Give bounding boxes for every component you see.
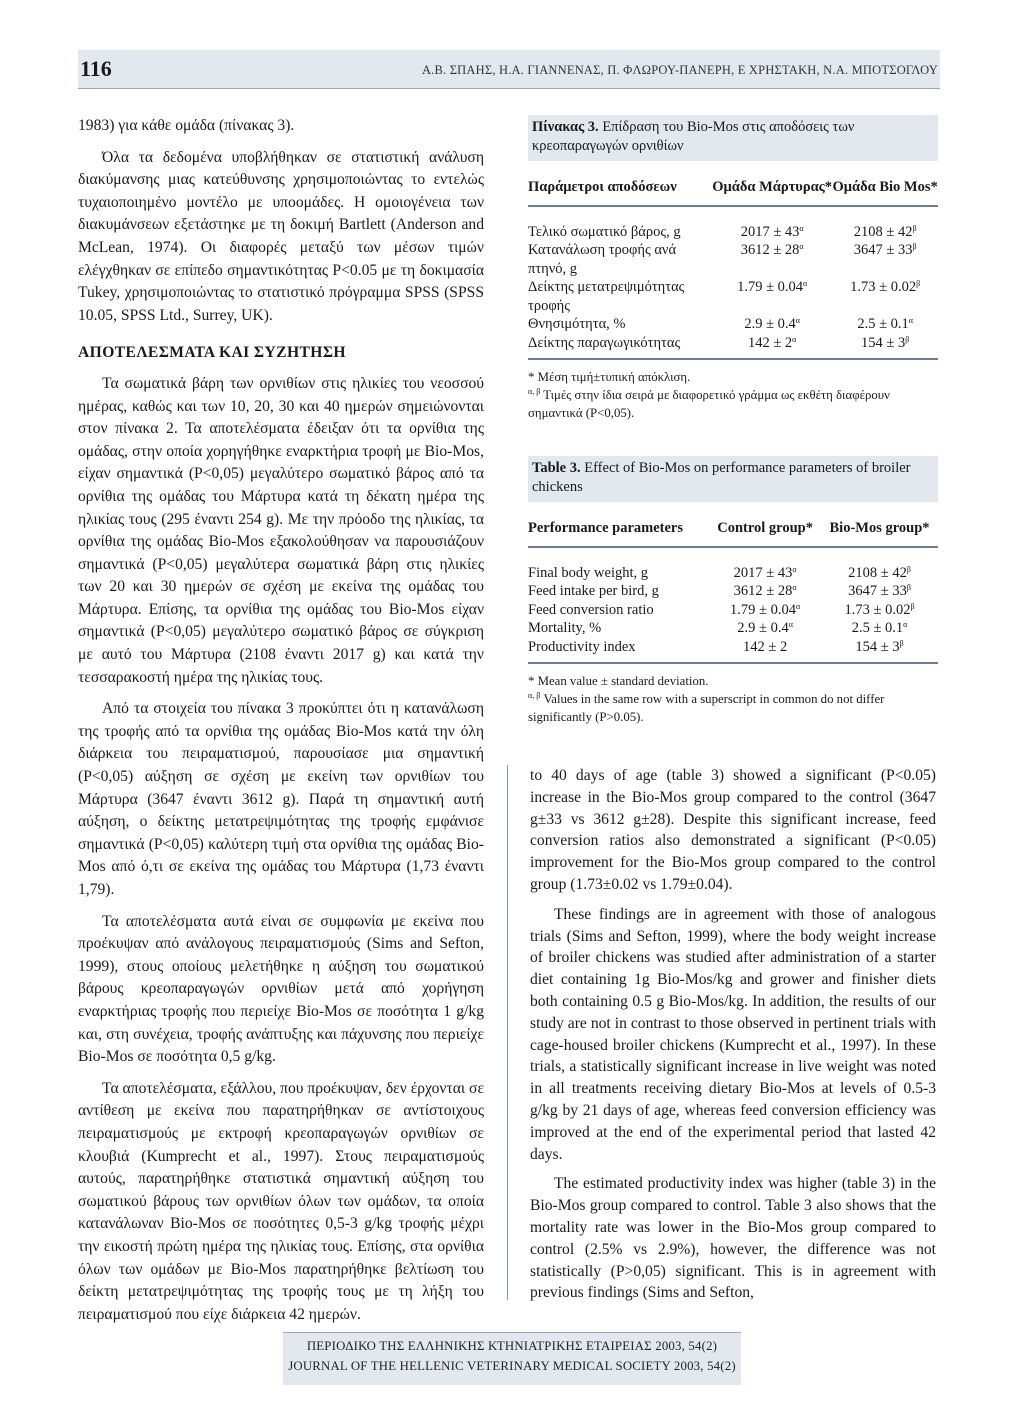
english-results-table [528,516,938,662]
table-caption [528,115,938,161]
table-header-row [528,175,938,206]
table-row [528,638,938,663]
table-notes [528,368,938,422]
section-heading: ΑΠΟΤΕΛΕΣΜΑΤΑ ΚΑΙ ΣΥΖΗΤΗΣΗ [78,344,346,362]
table-note: $^{\alpha, \beta}$ Values in the same row with a superscript in common do not differ significantly (P>0.05). [528,691,885,724]
control-value: $2017 \pm 43^\alpha$ [740,223,804,240]
table-row [528,241,938,278]
row-label: Final body weight, g [528,564,649,581]
control-value: $3612 \pm 28^\alpha$ [733,583,797,599]
table-note: * Mean value ± standard deviation. [528,674,709,688]
footer-journal-english: JOURNAL OF THE HELLENIC VETERINARY MEDICAL SOCIETY 2003, 54(2) [288,1359,736,1373]
right-text-column [530,765,936,1312]
row-label: Feed conversion ratio [528,601,654,618]
table-note: $^{\alpha, \beta}$ Τιμές στην ίδια σειρά με διαφορετικό γράμμα ως εκθέτη διαφέρουν σημαντικά (P<0,05). [528,387,890,420]
table-row [528,206,938,242]
row-label: Mortality, % [528,620,602,636]
column-header: Παράμετροι αποδόσεων [528,175,712,206]
paragraph: These findings are in agreement with those of analogous trials (Sims and Sefton, 1999), where the body weight increase of broiler chickens was studied after administration of a starter diet containing 1g Bio-Mos/kg and grower and finisher diets both containing 0.5 g Bio-Mos/kg. In addition, the results of our study are not in contrast to those observed in pertinent trials with cage-housed broiler chickens (Kumprecht et al., 1997). In these trials, a statistically significant increase in live weight was noted in all treatments receiving dietary Bio-Mos at levels of 0.5-3 g/kg by 21 days of age, whereas feed conversion efficiency was improved at the end of the experimental period that lasted 42 days. [530,905,936,1163]
control-value: $2.9 \pm 0.4^\alpha$ [744,316,800,332]
table-row [528,619,938,638]
biomos-value: $1.73 \pm 0.02^\beta$ [844,601,915,618]
table-row [528,278,938,315]
table-header-row [528,516,938,547]
paragraph: Τα σωματικά βάρη των ορνιθίων στις ηλικίες του νεοσσού ημέρας, καθώς και των 10, 20, 30 και 40 ημερών σημειώνονται στον πίνακα 2. Τα αποτελέσματα έδειξαν ότι τα ορνίθια της ομάδας, στην οποία χορηγήθηκε εναρκτήρια τροφή με Bio-Mos, είχαν σημαντικά (P<0,05) μεγαλύτερο σωματικό βάρος από τα ορνίθια της ομάδας του Μάρτυρα κατά τη δέκατη ημέρα της ηλικίας τους (295 έναντι 254 g). Με την πρόοδο της ηλικίας, τα ορνίθια της ομάδας Bio-Mos εξακολούθησαν να παρουσιάζουν σημαντικά (P<0,05) μεγαλύτερα σωματικά βάρη στις ηλικίες των 20 και 30 ημερών σε σχέση με εκείνα της ομάδας του Μάρτυρα. Επίσης, τα ορνίθια της ομάδας του Bio-Mos είχαν σημαντικά (P<0,05) μεγαλύτερο σωματικό βάρος σε σύγκριση με αυτό του Μάρτυρα (2108 έναντι 2017 g) και κατά την τεσσαρακοστή ημέρα της ηλικίας τους. [78,374,484,686]
table-row [528,547,938,583]
table-notes [528,672,938,726]
table-row [528,601,938,620]
biomos-value: $2.5 \pm 0.1^\alpha$ [857,316,913,332]
biomos-value: $154 \pm 3^\beta$ [861,334,910,351]
biomos-value: $2.5 \pm 0.1^\alpha$ [851,620,908,636]
table-bottom-rule [528,662,938,664]
biomos-value: $2108 \pm 42^\beta$ [853,223,917,240]
control-value: $1.79 \pm 0.04^\alpha$ [730,601,801,618]
english-table-block [528,456,938,726]
control-value: $3612 \pm 28^\alpha$ [740,242,804,258]
table-note: * Μέση τιμή±τυπική απόκλιση. [528,370,691,384]
biomos-value: $154 \pm 3^\beta$ [855,638,904,655]
table-caption-text: Effect of Bio-Mos on performance parameters of broiler chickens [532,460,911,495]
column-header: Ομάδα Μάρτυρας* [712,175,832,206]
table-caption-text: Επίδραση του Bio-Mos στις αποδόσεις των κρεοπαραγωγών ορνιθίων [532,119,855,154]
row-label: Θνησιμότητα, % [528,316,626,332]
paragraph: to 40 days of age (table 3) showed a significant (P<0.05) increase in the Bio-Mos group compared to the control (3647 g±33 vs 3612 g±28). Despite this significant increase, feed conversion ratios also demonstrated a significant (P<0.05) improvement for the Bio-Mos group compared to the control group (1.73±0.02 vs 1.79±0.04). [530,767,936,893]
row-label: Productivity index [528,638,636,655]
control-value: $1.79 \pm 0.04^\alpha$ [737,279,808,295]
table-bottom-rule [528,358,938,360]
paragraph: Τα αποτελέσματα, εξάλλου, που προέκυψαν, δεν έρχονται σε αντίθεση με εκείνα που παρατηρήθηκαν σε αντίστοιχους πειραματισμούς με εκτροφή κρεοπαραγωγών ορνιθίων σε κλουβιά (Kumprecht et al., 1997). Στους πειραματισμούς αυτούς, παρατηρήθηκε στατιστικά σημαντική αύξηση του σωματικού βάρους των ορνιθίων όλων των ομάδων, τα οποία κατανάλωναν Bio-Mos σε ποσότητες 0,5-3 g/kg τροφής μέχρι την εικοστή πρώτη ημέρα της ηλικίας τους. Επίσης, στα ορνίθια όλων των ομάδων με Bio-Mos παρατηρήθηκε βελτίωση του δείκτη μετατρεψιμότητας της τροφής τους με τη λήξη του πειραματισμού που είχε διάρκεια 42 ημερών. [78,1079,484,1323]
row-label: Τελικό σωματικό βάρος, g [528,223,681,240]
paragraph: The estimated productivity index was higher (table 3) in the Bio-Mos group compared to control. Table 3 also shows that the mortality rate was lower in the Bio-Mos group compared to control (2.5% vs 2.9%), however, the difference was not statistically (P>0,05) significant. This is in agreement with previous findings (Sims and Sefton, [530,1175,936,1302]
row-label: Δείκτης παραγωγικότητας [528,334,681,351]
running-head-authors: Α.Β. ΣΠΑΗΣ, Η.Α. ΓΙΑΝΝΕΝΑΣ, Π. ΦΛΩΡΟΥ-ΠΑΝΕΡΗ, Ε ΧΡΗΣΤΑΚΗ, Ν.Α. ΜΠΟΤΣΟΓΛΟΥ [421,63,938,77]
table-caption-label: Πίνακας 3. [532,119,599,135]
column-divider [507,765,508,1300]
paragraph: Από τα στοιχεία του πίνακα 3 προκύπτει ότι η κατανάλωση της τροφής από τα ορνίθια της ομάδας Bio-Mos κατά την όλη διάρκεια του πειραματισμού, παρουσίασε μια σημαντική (P<0,05) αύξηση σε σχέση με εκείνη των ορνιθίων του Μάρτυρα (3647 έναντι 3612 g). Παρά τη σημαντική αυτή αύξηση, ο δείκτης μετατρεψιμότητας της τροφής εμφάνισε σημαντικά (P<0,05) καλύτερη τιμή στα ορνίθια της ομάδας Bio-Mos από ό,τι σε εκείνα της ομάδας του Μάρτυρα (1,73 έναντι 1,79). [78,700,484,898]
column-header: Bio-Mos group* [821,516,938,547]
biomos-value: $3647 \pm 33^\beta$ [853,242,917,258]
row-label: Κατανάλωση τροφής ανά πτηνό, g [528,242,677,277]
table-row [528,334,938,359]
control-value: $2.9 \pm 0.4^\alpha$ [737,620,793,636]
footer-journal-greek: ΠΕΡΙΟΔΙΚΟ ΤΗΣ ΕΛΛΗΝΙΚΗΣ ΚΤΗΝΙΑΤΡΙΚΗΣ ΕΤΑΙΡΕΙΑΣ 2003, 54(2) [306,1339,718,1353]
column-header: Ομάδα Bio Mos* [832,175,938,206]
table-caption [528,456,938,502]
paragraph: 1983) για κάθε ομάδα (πίνακας 3). [78,117,295,134]
row-label: Feed intake per bird, g [528,583,659,599]
column-header: Control group* [709,516,821,547]
table-caption-label: Table 3. [532,460,581,476]
control-value: $142 \pm 2^\alpha$ [747,334,797,351]
control-value: 142 ± 2 [743,638,788,655]
column-header: Performance parameters [528,516,709,547]
biomos-value: $1.73 \pm 0.02^\beta$ [850,279,921,295]
biomos-value: $3647 \pm 33^\beta$ [848,583,911,599]
page-number: 116 [80,56,112,81]
greek-results-table [528,175,938,358]
biomos-value: $2108 \pm 42^\beta$ [848,564,911,581]
left-text-column [78,115,484,1335]
table-row [528,315,938,334]
greek-table-block [528,115,938,422]
paragraph: Τα αποτελέσματα αυτά είναι σε συμφωνία με εκείνα που προέκυψαν από ανάλογους πειραματισμούς (Sims and Sefton, 1999), στους οποίους μελετήθηκε η αύξηση του σωματικού βάρους κρεοπαραγωγών ορνιθίων μετά από χορήγηση εναρκτήριας τροφής που περιείχε Bio-Mos σε ποσότητα 1 g/kg και, στη συνέχεια, τροφής ανάπτυξης και πάχυνσης που περιείχε Bio-Mos σε ποσότητα 0,5 g/kg. [78,912,484,1066]
row-label: Δείκτης μετατρεψιμότητας τροφής [528,279,685,314]
table-row [528,582,938,601]
control-value: $2017 \pm 43^\alpha$ [733,564,797,581]
paragraph: Όλα τα δεδομένα υποβλήθηκαν σε στατιστική ανάλυση διακύμανσης μιας κατεύθυνσης χρησιμοποιώντας το εντελώς τυχαιοποιημένο μοντέλο με υποομάδες. Η ομοιογένεια των διακυμάνσεων εξετάστηκε με τη δοκιμή Bartlett (Anderson and McLean, 1974). Οι διαφορές μεταξύ των μέσων τιμών ελέγχθηκαν σε επίπεδο σημαντικότητας P<0.05 με τη δοκιμασία Tukey, χρησιμοποιώντας το στατιστικό πρόγραμμα SPSS (SPSS 10.05, SPSS Ltd., Surrey, UK). [78,148,484,324]
